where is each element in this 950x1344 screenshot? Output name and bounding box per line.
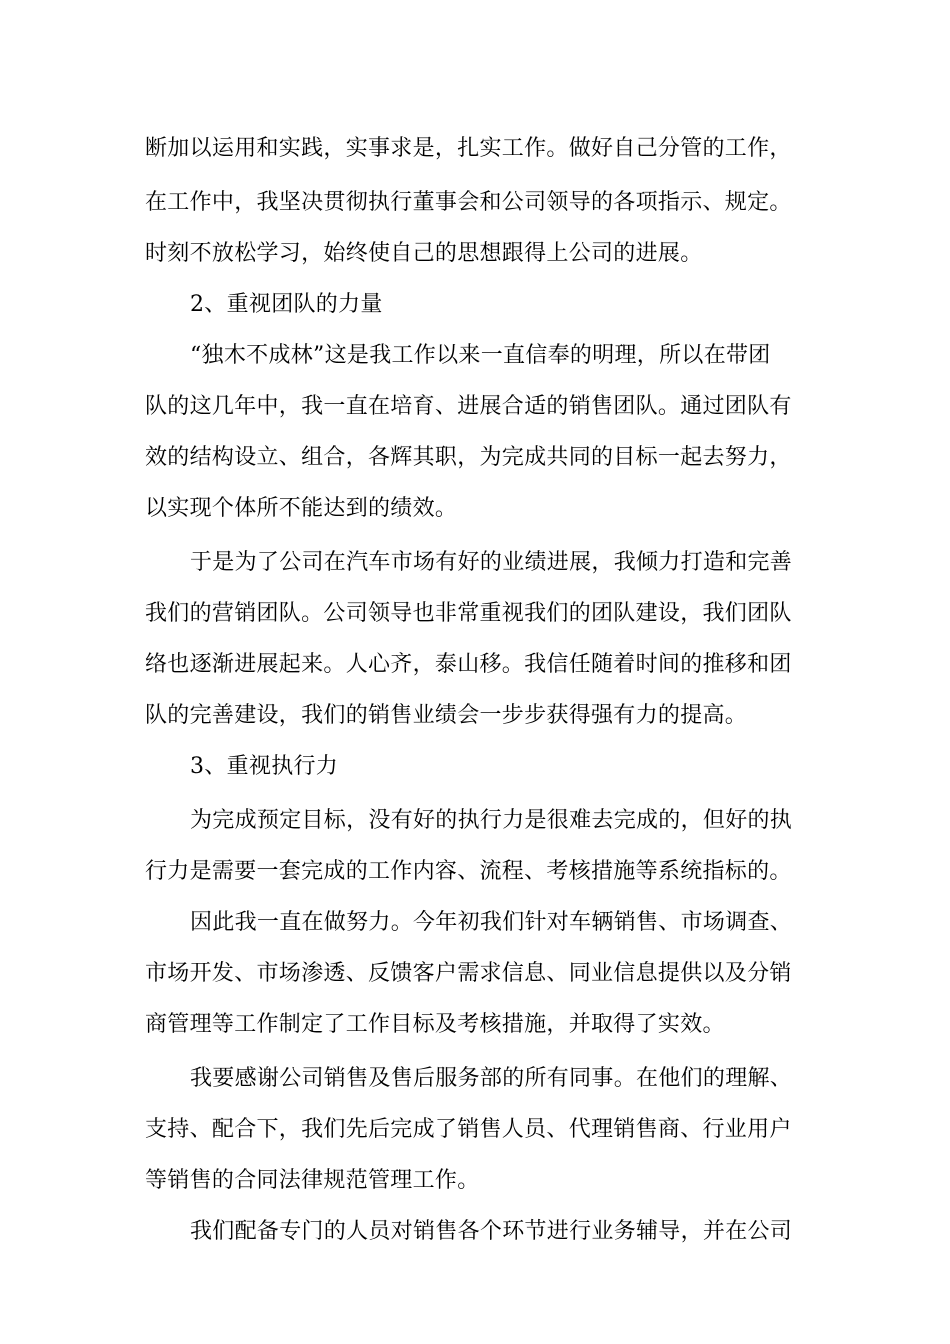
text-line: 队的这几年中，我一直在培育、进展合适的销售团队。通过团队有 [145, 394, 792, 419]
text-line: 在工作中，我坚决贯彻执行董事会和公司领导的各项指示、规定。 [145, 190, 792, 215]
section-heading: 3、重视执行力 [190, 754, 339, 779]
text-line: 市场开发、市场渗透、反馈客户需求信息、同业信息提供以及分销 [145, 961, 792, 986]
text-line: 队的完善建设，我们的销售业绩会一步步获得强有力的提高。 [145, 703, 748, 728]
text-line: 时刻不放松学习，始终使自己的思想跟得上公司的进展。 [145, 241, 703, 266]
text-line: 络也逐渐进展起来。人心齐，泰山移。我信任随着时间的推移和团 [145, 652, 792, 677]
text-line: “独木不成林”这是我工作以来一直信奉的明理，所以在带团 [190, 343, 771, 368]
text-line: 我要感谢公司销售及售后服务部的所有同事。在他们的理解、 [190, 1066, 793, 1091]
text-line: 为完成预定目标，没有好的执行力是很难去完成的，但好的执 [190, 808, 793, 833]
text-line: 断加以运用和实践，实事求是，扎实工作。做好自己分管的工作， [145, 136, 792, 161]
text-line: 因此我一直在做努力。今年初我们针对车辆销售、市场调查、 [190, 910, 793, 935]
text-line: 我们的营销团队。公司领导也非常重视我们的团队建设，我们团队 [145, 601, 792, 626]
text-line: 以实现个体所不能达到的绩效。 [145, 496, 458, 521]
text-line: 支持、配合下，我们先后完成了销售人员、代理销售商、行业用户 [145, 1117, 792, 1142]
text-line: 我们配备专门的人员对销售各个环节进行业务辅导，并在公司 [190, 1219, 793, 1244]
text-line: 于是为了公司在汽车市场有好的业绩进展，我倾力打造和完善 [190, 550, 793, 575]
text-line: 效的结构设立、组合，各辉其职，为完成共同的目标一起去努力， [145, 445, 792, 470]
text-line: 行力是需要一套完成的工作内容、流程、考核措施等系统指标的。 [145, 859, 792, 884]
text-line: 等销售的合同法律规范管理工作。 [145, 1168, 480, 1193]
text-line: 商管理等工作制定了工作目标及考核措施，并取得了实效。 [145, 1012, 725, 1037]
section-heading: 2、重视团队的力量 [190, 292, 383, 317]
